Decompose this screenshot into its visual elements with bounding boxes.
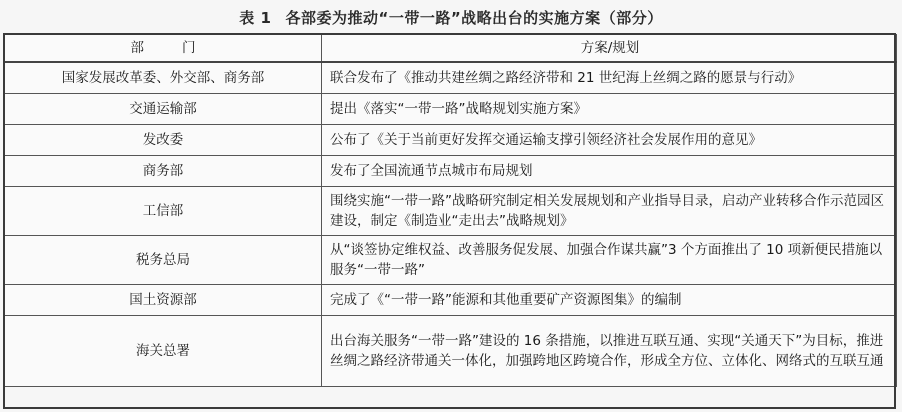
department-cell: 税务总局 bbox=[5, 236, 322, 285]
department-cell: 工信部 bbox=[5, 187, 322, 236]
header-department: 部门 bbox=[5, 35, 322, 63]
implementation-plans-table bbox=[4, 34, 897, 387]
plan-cell: 联合发布了《推动共建丝绸之路经济带和 21 世纪海上丝绸之路的愿景与行动》 bbox=[322, 62, 897, 94]
plan-cell: 完成了《“一带一路”能源和其他重要矿产资源图集》的编制 bbox=[322, 285, 897, 316]
table-row bbox=[5, 62, 897, 94]
plan-cell: 围绕实施“一带一路”战略研究制定相关发展规划和产业指导目录，启动产业转移合作示范园区建设，制定《制造业“走出去”战略规划》 bbox=[322, 187, 897, 236]
plan-cell: 提出《落实“一带一路”战略规划实施方案》 bbox=[322, 94, 897, 125]
plan-cell: 公布了《关于当前更好发挥交通运输支撑引领经济社会发展作用的意见》 bbox=[322, 125, 897, 156]
department-cell: 国土资源部 bbox=[5, 285, 322, 316]
plan-cell: 发布了全国流通节点城市布局规划 bbox=[322, 156, 897, 187]
department-cell: 国家发展改革委、外交部、商务部 bbox=[5, 62, 322, 94]
table-row bbox=[5, 125, 897, 156]
table-row bbox=[5, 236, 897, 285]
table-caption bbox=[0, 7, 902, 29]
table-row bbox=[5, 187, 897, 236]
table-row bbox=[5, 316, 897, 387]
department-cell: 海关总署 bbox=[5, 316, 322, 387]
table-row bbox=[5, 285, 897, 316]
table-row bbox=[5, 156, 897, 187]
plan-cell: 出台海关服务“一带一路”建设的 16 条措施，以推进互联互通、实现“关通天下”为目标，推进丝绸之路经济带通关一体化，加强跨地区跨境合作，形成全方位、立体化、网络式的互联互通 bbox=[322, 316, 897, 387]
table-header-row bbox=[5, 35, 897, 63]
table-title: 各部委为推动“一带一路”战略出台的实施方案（部分） bbox=[285, 9, 663, 27]
plan-cell: 从“谈签协定维权益、改善服务促发展、加强合作谋共赢”3 个方面推出了 10 项新便民措施以服务“一带一路” bbox=[322, 236, 897, 285]
department-cell: 商务部 bbox=[5, 156, 322, 187]
table-number: 表 1 bbox=[239, 9, 272, 27]
table-row bbox=[5, 94, 897, 125]
header-plan: 方案/规划 bbox=[322, 35, 897, 63]
department-cell: 发改委 bbox=[5, 125, 322, 156]
department-cell: 交通运输部 bbox=[5, 94, 322, 125]
